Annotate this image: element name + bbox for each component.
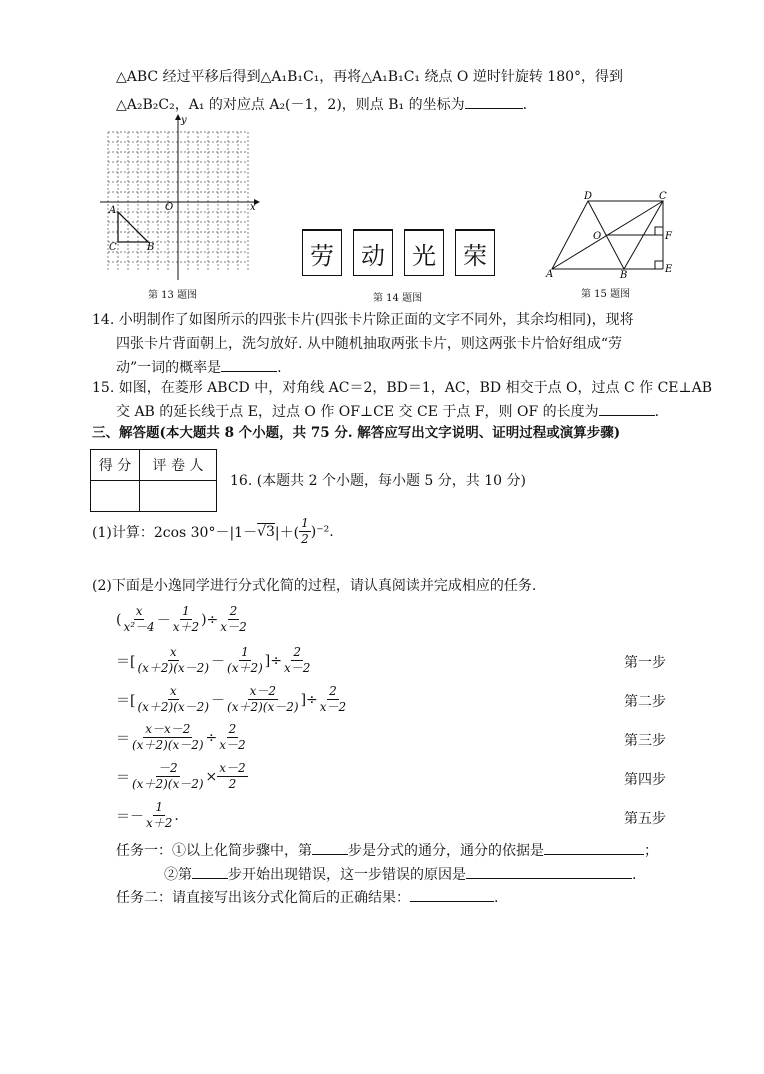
- step-3-label: 第三步: [624, 733, 666, 749]
- point-c-label: C: [659, 191, 667, 202]
- figure-14-caption: 第 14 题图: [373, 293, 423, 304]
- q16-part2-intro: (2)下面是小逸同学进行分式化简的过程，请认真阅读并完成相应的任务.: [92, 578, 537, 594]
- score-table: [90, 449, 217, 512]
- q15-line1: 15. 如图，在菱形 ABCD 中，对角线 AC＝2，BD＝1，AC，BD 相交于点 O，过点 C 作 CE⊥AB: [92, 380, 713, 396]
- y-axis-label: y: [181, 115, 187, 126]
- simplify-row-0: ( $\frac{x}{\text{x²－4}}$ － $\frac{1}{x+2}$ )÷ $\frac{2}{x-2}$: [116, 604, 247, 634]
- simplify-row-4: ＝ $\frac{-2}{(x+2)(x-2)}$ × $\frac{x-2}{2}$: [116, 761, 246, 791]
- simplify-row-2: ＝[ $\frac{x}{(x+2)(x-2)}$ － $\frac{x-2}{(x+2)(x-2)}$ ]÷ $\frac{2}{x-2}$: [116, 684, 347, 714]
- simplify-row-1: ＝[ $\frac{x}{(x+2)(x-2)}$ － $\frac{1}{(x+2)}$ ]÷ $\frac{2}{x-2}$: [116, 645, 311, 675]
- section-3-heading: 三、解答题(本大题共 8 个小题，共 75 分. 解答应写出文字说明、证明过程或演算步骤): [92, 425, 621, 441]
- point-d-label: D: [584, 191, 593, 202]
- q14-line3: 动”一词的概率是 .: [116, 357, 282, 378]
- point-o-label: O: [593, 231, 602, 242]
- origin-label: O: [165, 202, 174, 213]
- point-a-label: A: [109, 205, 117, 216]
- q13-line1: △ABC 经过平移后得到△A₁B₁C₁，再将△A₁B₁C₁ 绕点 O 逆时针旋转 180°，得到: [116, 69, 624, 85]
- q15-line2: 交 AB 的延长线于点 E，过点 O 作 OF⊥CE 交 CE 于点 F，则 OF 的长度为 .: [116, 401, 659, 422]
- card-2: 动: [353, 229, 393, 276]
- step-2-label: 第二步: [624, 694, 666, 710]
- triangle-abc: [118, 212, 148, 242]
- point-c-label: C: [109, 242, 117, 253]
- grader-header: 评 卷 人: [140, 450, 217, 481]
- q14-line1: 14. 小明制作了如图所示的四张卡片(四张卡片除正面的文字不同外，其余均相同)，现将: [92, 312, 634, 328]
- card-3: 光: [404, 229, 444, 276]
- figure-15-rhombus: [540, 190, 680, 282]
- score-cell[interactable]: [91, 481, 140, 512]
- step-4-label: 第四步: [624, 772, 666, 788]
- answer-blank-error-reason[interactable]: [466, 864, 632, 879]
- point-e-label: E: [665, 264, 673, 275]
- q14-line2: 四张卡片背面朝上，洗匀放好. 从中随机抽取两张卡片，则这两张卡片恰好组成“劳: [116, 336, 623, 352]
- answer-blank-13[interactable]: [465, 94, 523, 109]
- task-1-item-2: ②第 步开始出现错误，这一步错误的原因是 .: [164, 864, 636, 885]
- q16-title: 16. (本题共 2 个小题，每小题 5 分，共 10 分): [230, 473, 526, 489]
- answer-blank-result[interactable]: [410, 887, 494, 902]
- point-f-label: F: [665, 231, 672, 242]
- point-b-label: B: [147, 242, 155, 253]
- simplify-row-5: ＝－ $\frac{1}{x+2}$ .: [116, 800, 179, 830]
- step-5-label: 第五步: [624, 811, 666, 827]
- task-1-item-1: 任务一：①以上化简步骤中，第 步是分式的通分，通分的依据是 ；: [116, 840, 658, 861]
- answer-blank-15[interactable]: [599, 401, 655, 416]
- answer-blank-error-step[interactable]: [192, 864, 228, 879]
- simplify-row-3: ＝ $\frac{x-x-2}{(x+2)(x-2)}$ ÷ $\frac{2}{x-2}$: [116, 722, 246, 752]
- q13-line2: △A₂B₂C₂，A₁ 的对应点 A₂(－1，2)，则点 B₁ 的坐标为 .: [116, 94, 527, 115]
- answer-blank-14[interactable]: [221, 357, 277, 372]
- card-4: 荣: [455, 229, 495, 276]
- figure-15-caption: 第 15 题图: [581, 289, 631, 300]
- grader-cell[interactable]: [140, 481, 217, 512]
- score-header: 得 分: [91, 450, 140, 481]
- figure-13-grid: [92, 112, 264, 290]
- q16-part1: (1)计算：2cos 30°－|1－ √3 |＋( $\frac{1}{2}$ )⁻².: [92, 516, 334, 546]
- answer-blank-basis[interactable]: [544, 840, 644, 855]
- point-b-label: B: [620, 270, 628, 281]
- x-axis-label: x: [250, 202, 256, 213]
- task-2: 任务二：请直接写出该分式化简后的正确结果： .: [116, 887, 498, 908]
- card-1: 劳: [302, 229, 342, 276]
- figure-13-caption: 第 13 题图: [148, 290, 198, 301]
- answer-blank-step-common[interactable]: [312, 840, 348, 855]
- step-1-label: 第一步: [624, 655, 666, 671]
- point-a-label: A: [546, 269, 554, 280]
